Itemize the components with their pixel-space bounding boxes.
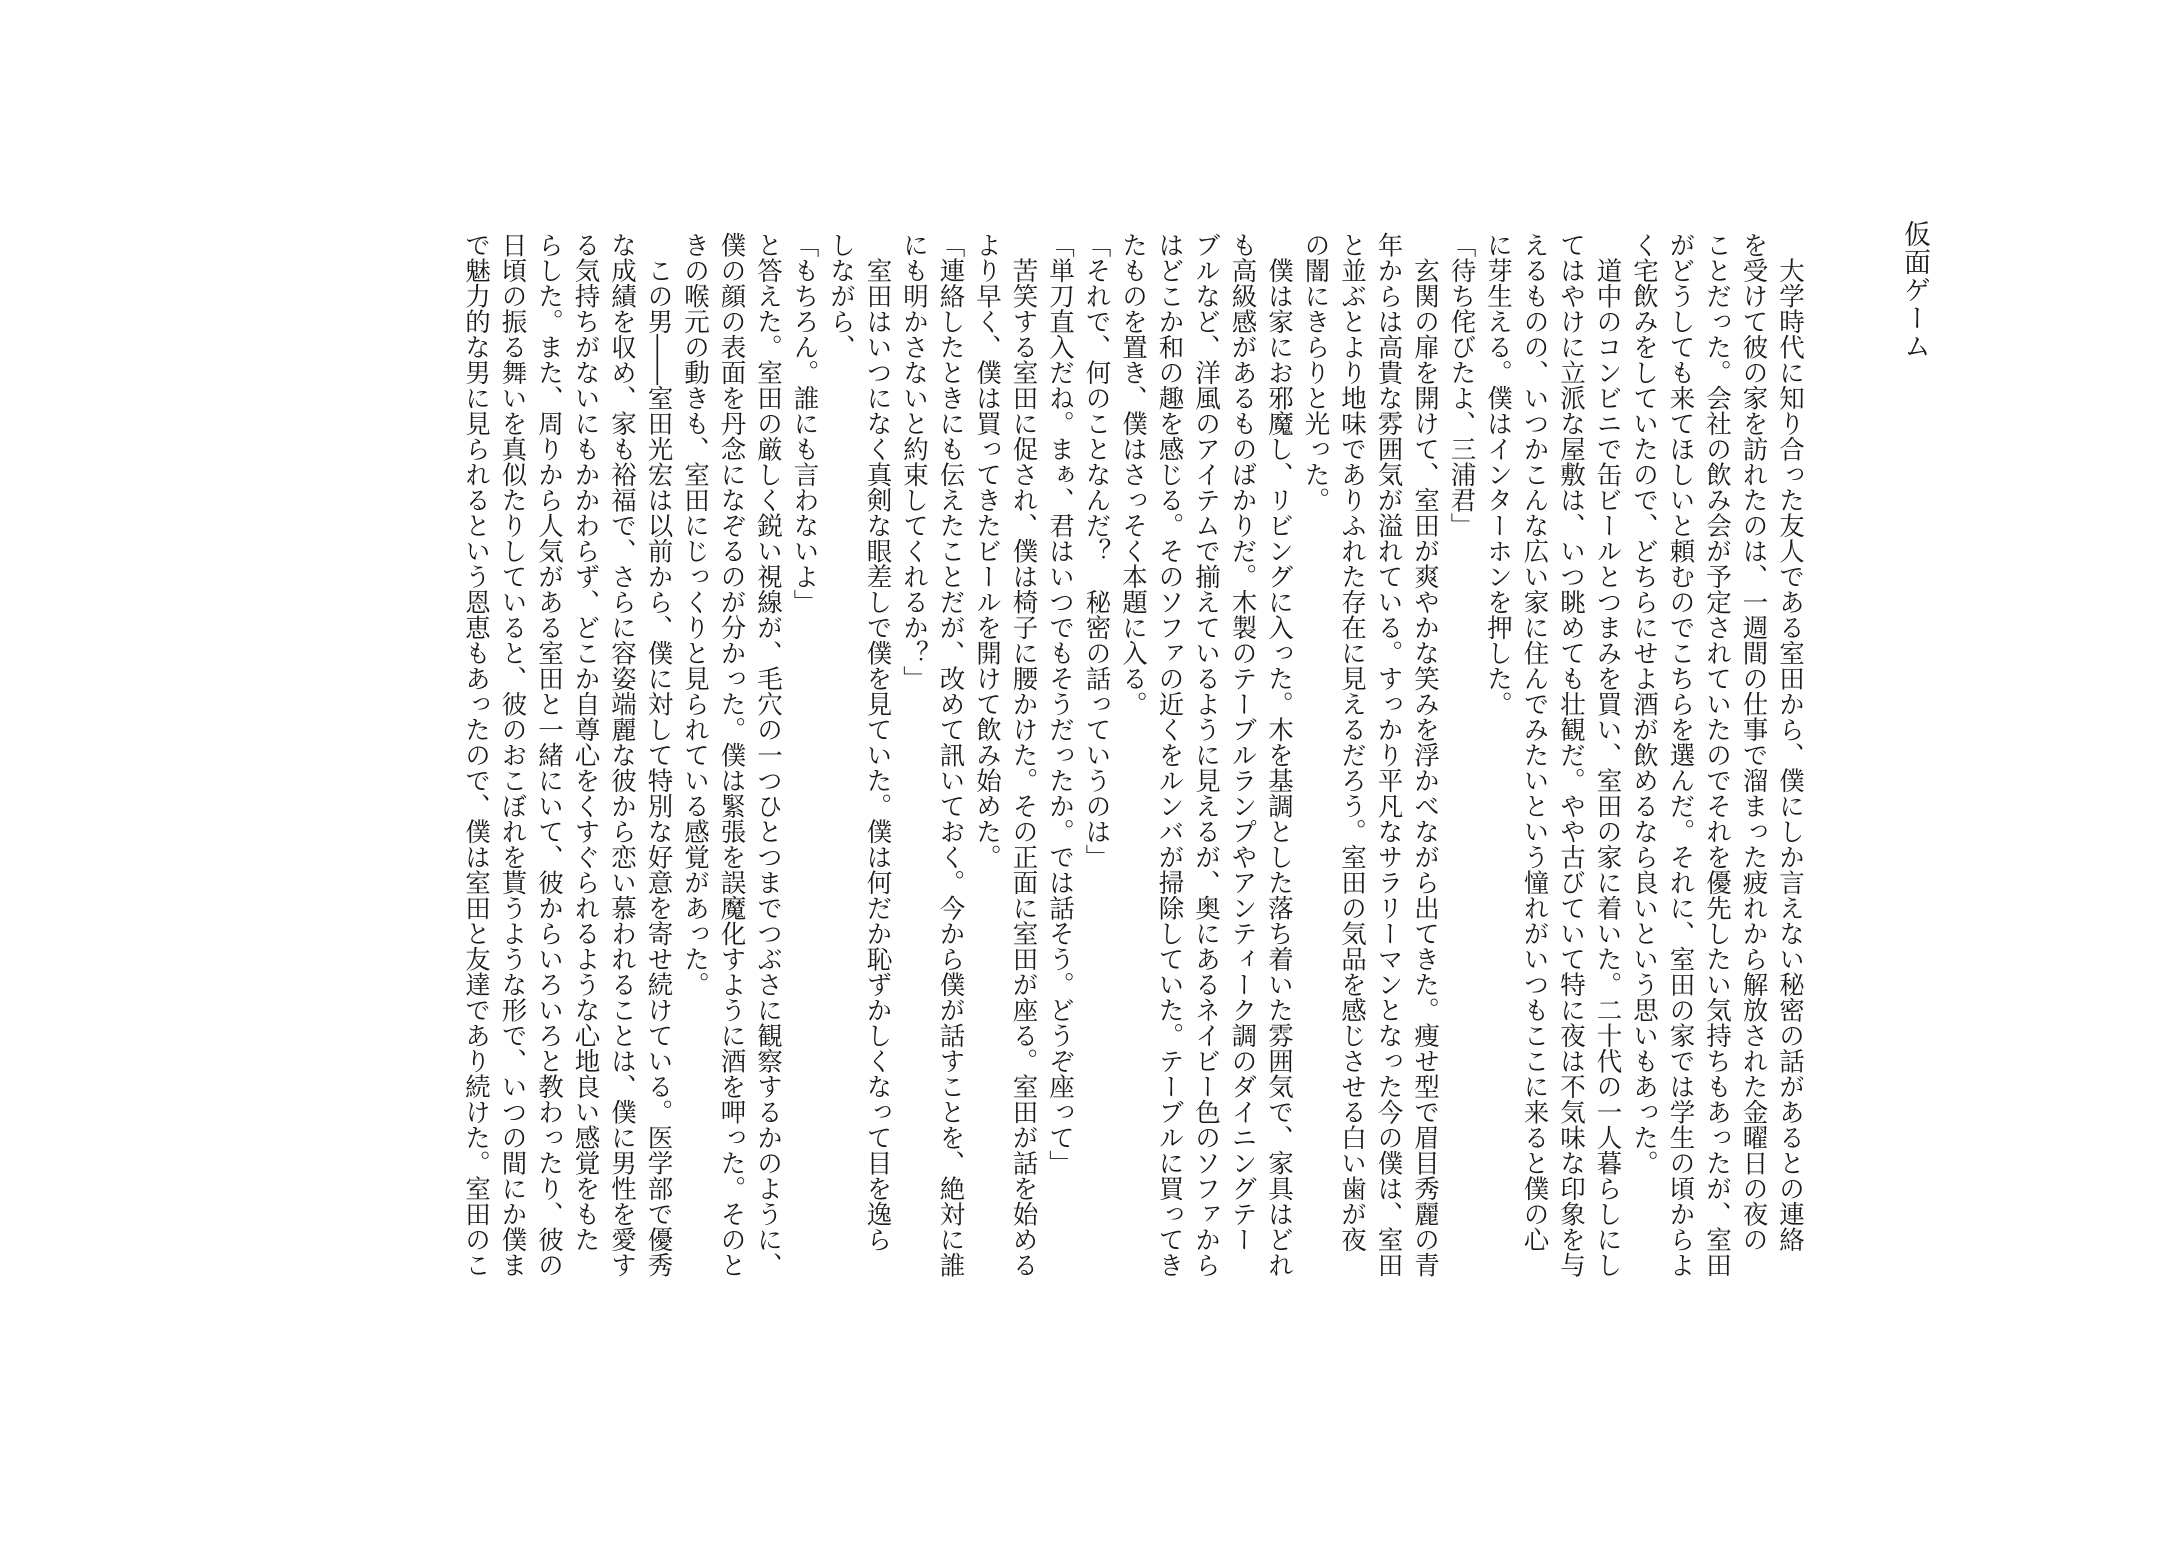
text-column: この男――室田光宏は以前から、僕に対して特別な好意を寄せ続けている。医学部で優秀: [643, 232, 674, 1278]
text-column: で魅力的な男に見られるという恩恵もあったので、僕は室田と友達であり続けた。室田のこ: [461, 232, 491, 1278]
text-column: を受けて彼の家を訪れたのは、一週間の仕事で溜まった疲れから解放された金曜日の夜の: [1738, 232, 1769, 1252]
text-column: 「単刀直入だね。まぁ、君はいつでもそうだったか。では話そう。どうぞ座って」: [1045, 232, 1075, 1176]
text-column: 僕は家にお邪魔し、リビングに入った。木を基調とした落ち着いた雰囲気で、家具はどれ: [1264, 232, 1294, 1278]
text-column: 室田はいつになく真剣な眼差しで僕を見ていた。僕は何だか恥ずかしくなって目を逸ら: [862, 232, 893, 1252]
text-column: の闇にきらりと光った。: [1300, 232, 1331, 513]
text-column: にも明かさないと約束してくれるか？」: [899, 232, 929, 691]
story-body: [458, 232, 1809, 1382]
text-column: 大学時代に知り合った友人である室田から、僕にしか言えない秘密の話があるとの連絡: [1775, 232, 1805, 1252]
text-column: に芽生える。僕はインターホンを押した。: [1483, 232, 1513, 717]
text-column: はどこか和の趣を感じる。そのソファの近くをルンバが掃除していた。テーブルに買ってき: [1154, 232, 1185, 1278]
text-column: る気持ちがないにもかかわらず、どこか自尊心をくすぐられるような心地良い感覚をもた: [570, 232, 601, 1252]
text-column: も高級感があるものばかりだ。木製のテーブルランプやアンティーク調のダイニングテー: [1227, 232, 1258, 1252]
text-column: 「もちろん。誰にも言わないよ」: [789, 232, 820, 615]
text-column: と答えた。室田の厳しく鋭い視線が、毛穴の一つひとつまでつぶさに観察するかのように、: [753, 232, 783, 1278]
text-column: 「待ち侘びたよ、三浦君」: [1446, 232, 1477, 538]
text-column: しながら、: [826, 232, 856, 360]
text-column: く宅飲みをしていたので、どちらにせよ酒が飲めるなら良いという思いもあった。: [1629, 232, 1659, 1176]
text-column: がどうしても来てほしいと頼むのでこちらを選んだ。それに、室田の家では学生の頃からよ: [1665, 232, 1696, 1278]
text-column: 苦笑する室田に促され、僕は椅子に腰かけた。その正面に室田が座る。室田が話を始める: [1008, 232, 1039, 1278]
text-column: らした。また、周りから人気がある室田と一緒にいて、彼からいろいろと教わったり、彼の: [534, 232, 564, 1278]
text-column: えるものの、いつかこんな広い家に住んでみたいという憧れがいつもここに来ると僕の心: [1519, 232, 1550, 1252]
text-column: きの喉元の動きも、室田にじっくりと見られている感覚があった。: [680, 232, 710, 997]
text-column: 玄関の扉を開けて、室田が爽やかな笑みを浮かべながら出てきた。痩せ型で眉目秀麗の青: [1410, 232, 1440, 1278]
text-column: 道中のコンビニで缶ビールとつまみを買い、室田の家に着いた。二十代の一人暮らしにし: [1592, 232, 1623, 1278]
text-column: たものを置き、僕はさっそく本題に入る。: [1118, 232, 1148, 717]
text-column: てはやけに立派な屋敷は、いつ眺めても壮観だ。やや古びていて特に夜は不気味な印象を与: [1556, 232, 1586, 1278]
text-column: 日頃の振る舞いを真似たりしていると、彼のおこぼれを貰うような形で、いつの間にか僕ま: [497, 232, 528, 1278]
text-column: より早く、僕は買ってきたビールを開けて飲み始めた。: [972, 232, 1002, 870]
text-column: 僕の顔の表面を丹念になぞるのが分かった。僕は緊張を誤魔化すように酒を呷った。そのと: [716, 232, 747, 1278]
text-column: と並ぶとより地味でありふれた存在に見えるだろう。室田の気品を感じさせる白い歯が夜: [1337, 232, 1367, 1252]
text-column: 年からは高貴な雰囲気が溢れている。すっかり平凡なサラリーマンとなった今の僕は、室田: [1373, 232, 1404, 1278]
text-column: な成績を収め、家も裕福で、さらに容姿端麗な彼から恋い慕われることは、僕に男性を愛す: [607, 232, 637, 1278]
story-title: 仮面ゲーム: [1899, 220, 1930, 360]
text-column: ブルなど、洋風のアイテムで揃えているように見えるが、奥にあるネイビー色のソファから: [1191, 232, 1221, 1278]
text-column: 「連絡したときにも伝えたことだが、改めて訊いておく。今から僕が話すことを、絶対に誰: [935, 232, 966, 1278]
text-column: ことだった。会社の飲み会が予定されていたのでそれを優先したい気持ちもあったが、室田: [1702, 232, 1732, 1278]
text-column: 「それで、何のことなんだ？ 秘密の話っていうのは」: [1081, 232, 1112, 870]
